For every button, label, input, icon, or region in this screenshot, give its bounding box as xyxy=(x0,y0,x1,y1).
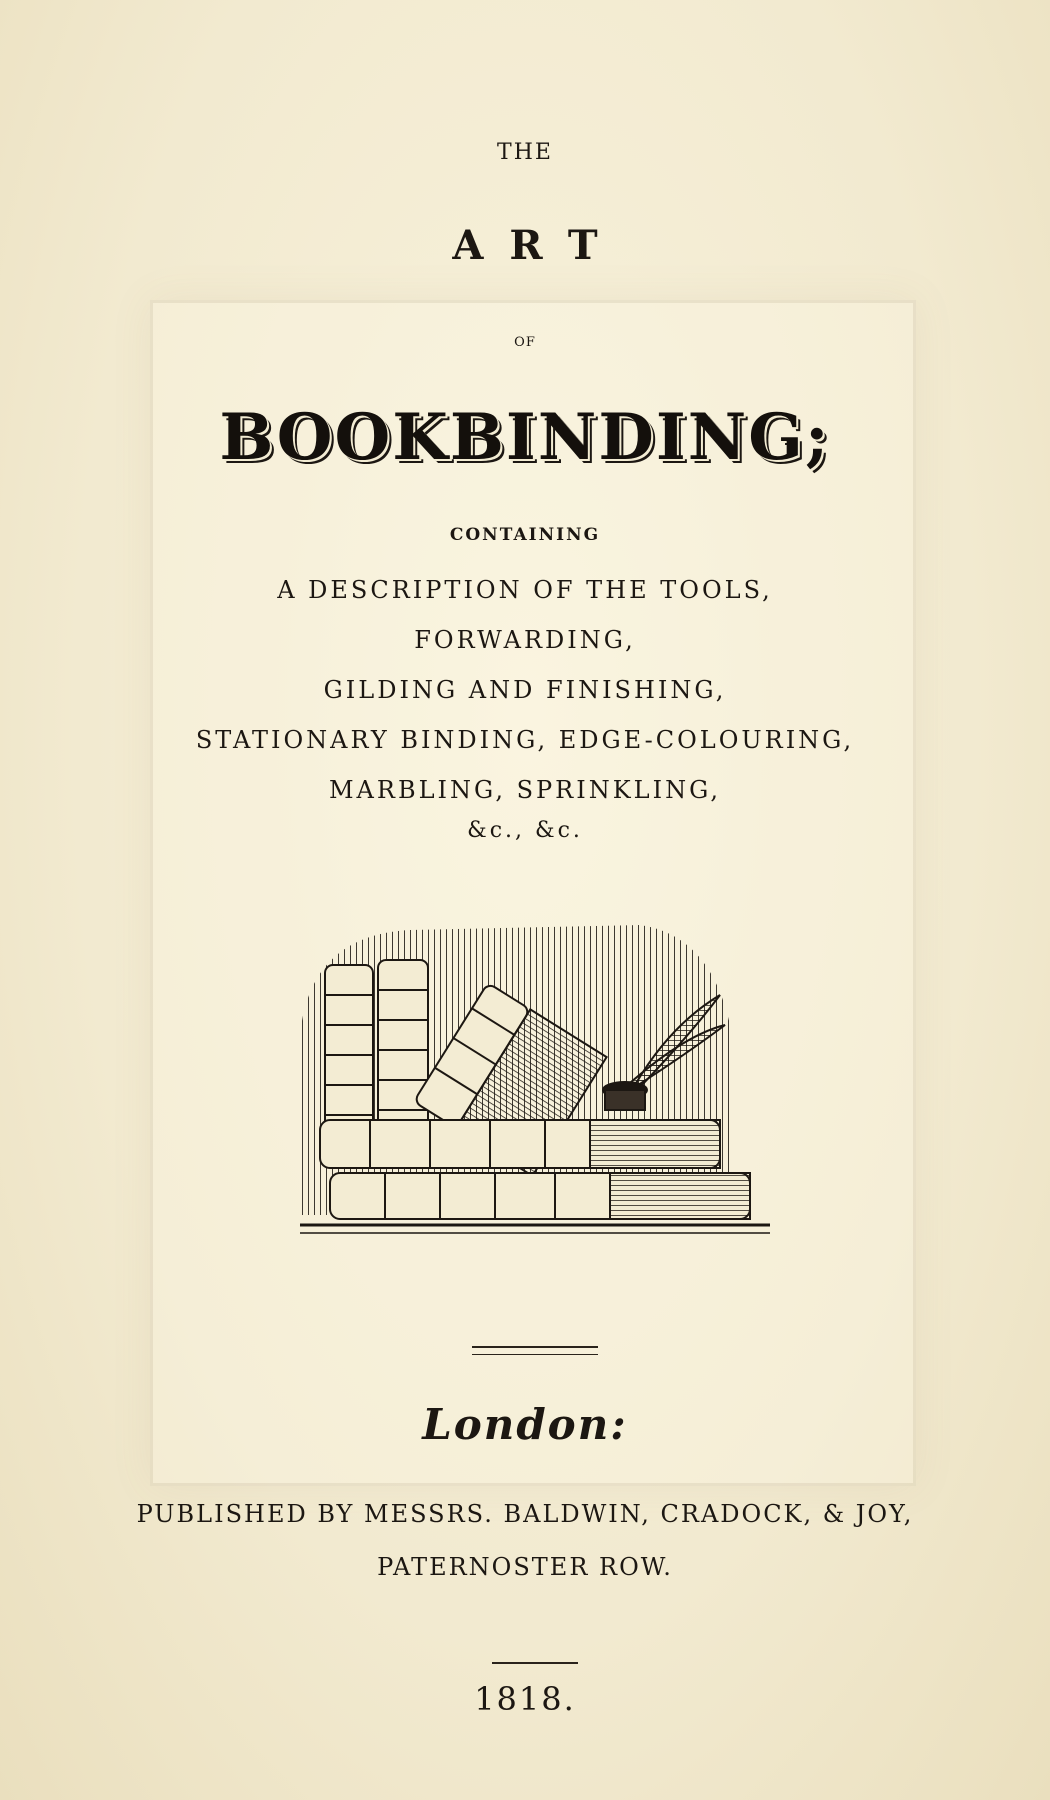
show-through-shadow xyxy=(150,300,916,1486)
books-and-quill-engraving-icon xyxy=(290,915,790,1265)
title-of: OF xyxy=(514,335,536,350)
imprint-publisher: PUBLISHED BY MESSRS. BALDWIN, CRADOCK, & JOY, xyxy=(136,1500,914,1528)
title-the: THE xyxy=(497,140,553,165)
contents-line: &c., &c. xyxy=(467,818,583,843)
contents-line: STATIONARY BINDING, EDGE-COLOURING, xyxy=(195,726,855,754)
contents-line: A DESCRIPTION OF THE TOOLS, xyxy=(277,576,773,604)
divider-rule xyxy=(492,1662,578,1664)
title-art: ART xyxy=(452,222,624,269)
main-title: BOOKBINDING; xyxy=(219,400,831,475)
divider-rule xyxy=(472,1346,598,1348)
contents-line: FORWARDING, xyxy=(414,626,636,654)
imprint-place: London: xyxy=(422,1400,628,1449)
imprint-address: PATERNOSTER ROW. xyxy=(377,1553,673,1581)
containing-label: CONTAINING xyxy=(449,525,601,545)
divider-rule xyxy=(472,1354,598,1355)
imprint-year: 1818. xyxy=(474,1680,576,1718)
contents-line: GILDING AND FINISHING, xyxy=(323,676,727,704)
contents-line: MARBLING, SPRINKLING, xyxy=(328,776,722,804)
